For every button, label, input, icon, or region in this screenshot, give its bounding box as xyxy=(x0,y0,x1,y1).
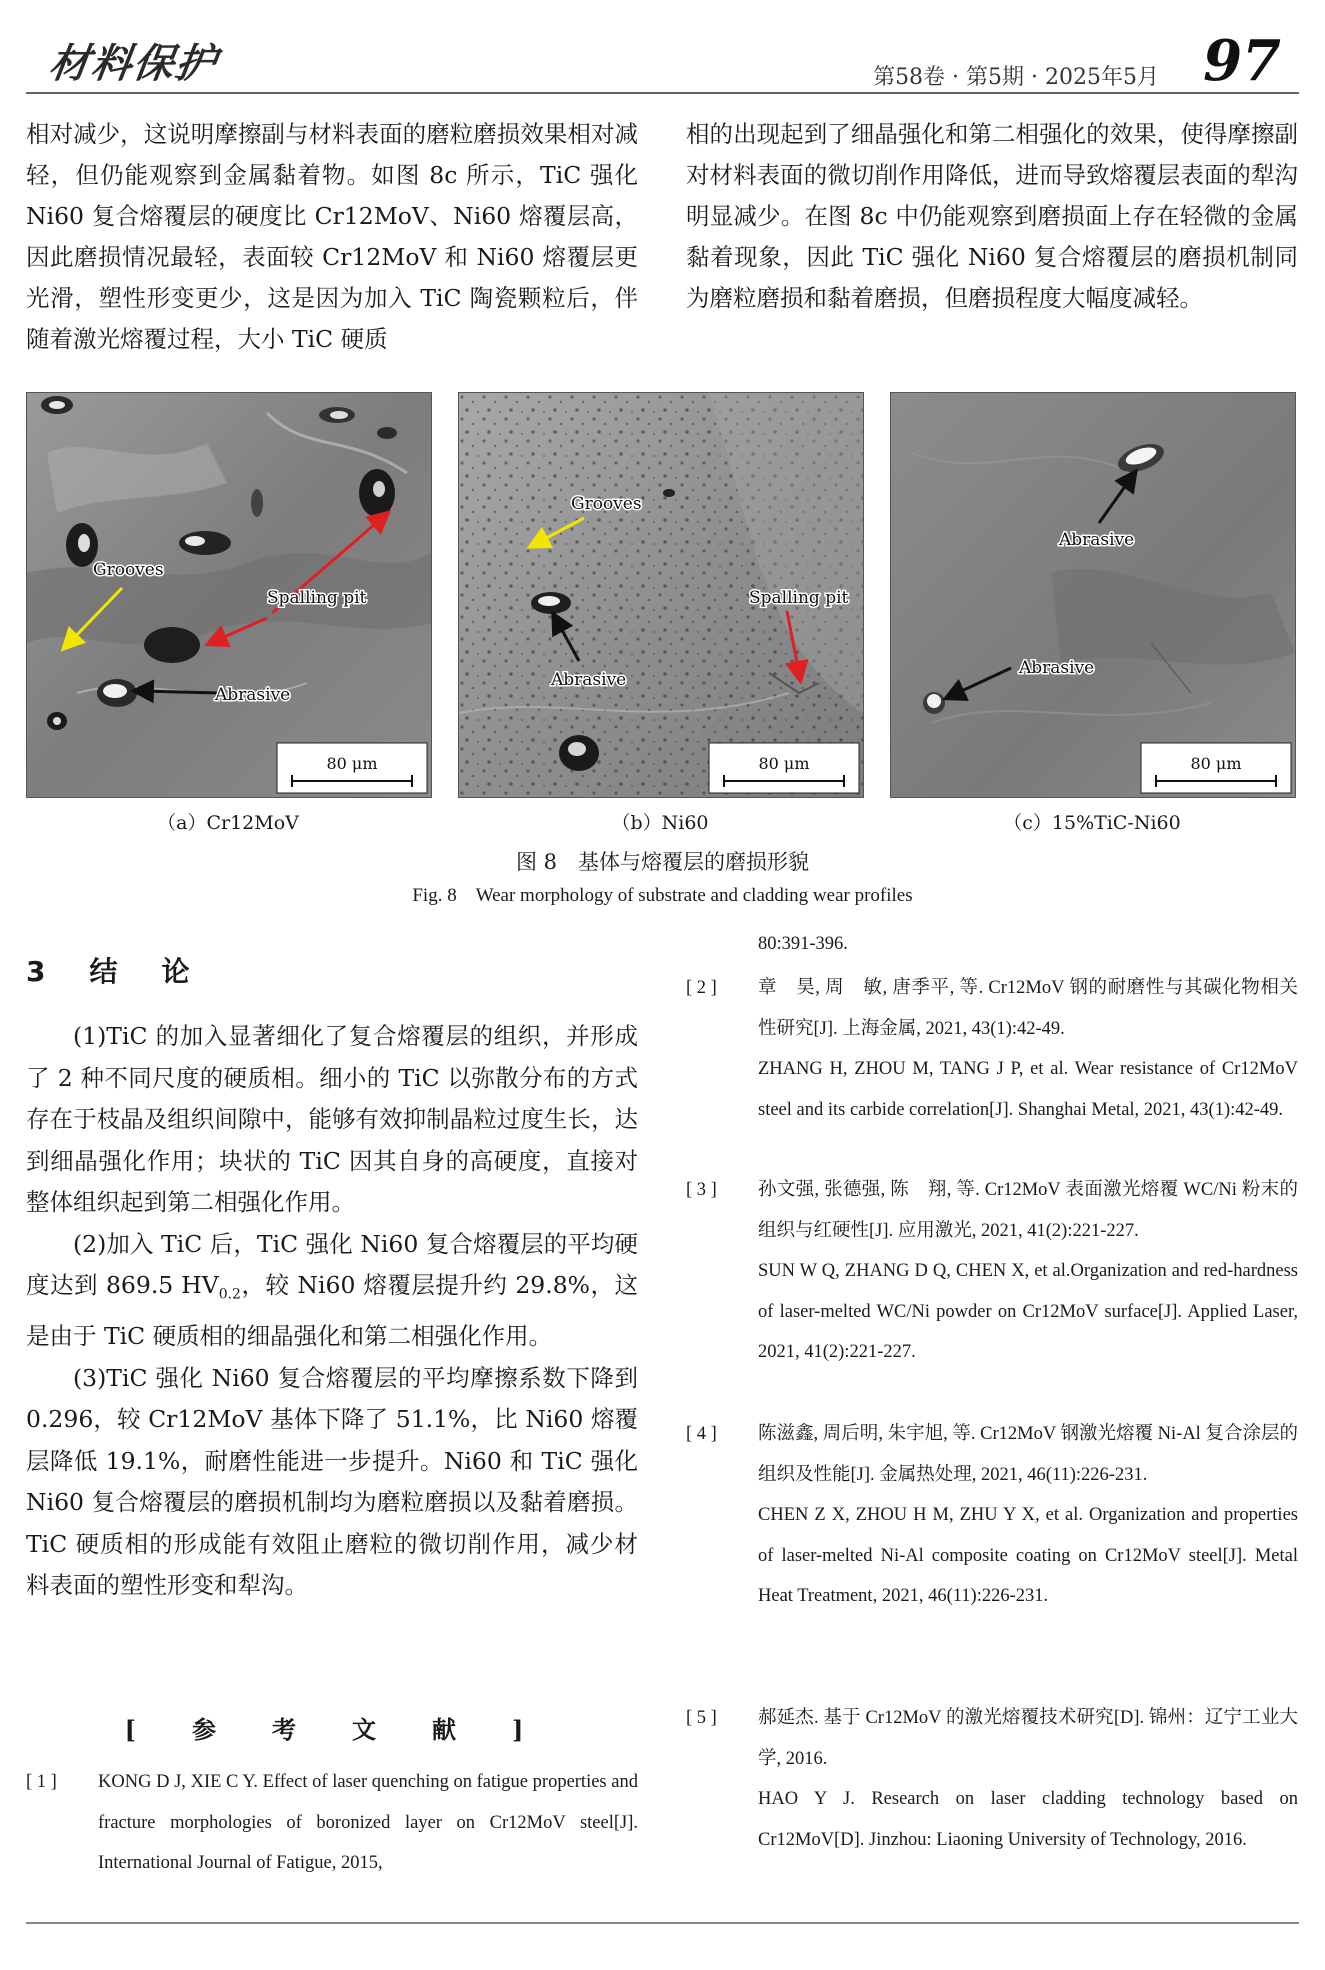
label-spalling-pit: Spalling pit xyxy=(267,588,367,608)
figure-panel-b xyxy=(458,392,864,798)
sem-image-b xyxy=(459,393,863,797)
label-abrasive: Abrasive xyxy=(215,685,291,705)
label-abrasive: Abrasive xyxy=(1019,658,1095,678)
footer-rule xyxy=(26,1922,1299,1924)
reference-item xyxy=(686,1414,1298,1617)
figure-caption-cn: 图 8 基体与熔覆层的磨损形貌 xyxy=(515,850,810,874)
conclusion-paragraph: (3)TiC 强化 Ni60 复合熔覆层的平均摩擦系数下降到 0.296，较 Cr12MoV 基体下降了 51.1%，比 Ni60 熔覆层降低 19.1%，耐磨性能进一步提升。Ni60 和 TiC 强化 Ni60 复合熔覆层的磨损机制均为磨粒磨损以及黏着磨损。TiC 硬质相的形成能有效阻止磨粒的微切削作用，减少材料表面的塑性形变和犁沟。 xyxy=(26,1363,638,1600)
paragraph: 相的出现起到了细晶强化和第二相强化的效果，使得摩擦副对材料表面的微切削作用降低，进而导致熔覆层表面的犁沟明显减少。在图 8c 中仍能观察到磨损面上存在轻微的金属黏着现象，因此 TiC 强化 Ni60 复合熔覆层的磨损机制同为磨粒磨损和黏着磨损，但磨损程度大幅度减轻。 xyxy=(686,120,1298,312)
reference-item xyxy=(26,1762,638,1884)
label-abrasive: Abrasive xyxy=(1059,530,1135,550)
reference-text-en: HAO Y J. Research on laser cladding technology based on Cr12MoV[D]. Jinzhou: Liaoning University of Technology, 2016. xyxy=(758,1789,1298,1850)
body-text-left-top xyxy=(26,114,638,360)
references-heading: [ 参 考 文 献 ] xyxy=(124,1715,540,1744)
reference-item xyxy=(686,968,1298,1130)
reference-text: 陈滋鑫, 周后明, 朱宇旭, 等. Cr12MoV 钢激光熔覆 Ni-Al 复合涂层的组织及性能[J]. 金属热处理, 2021, 46(11):226-231. xyxy=(758,1424,1298,1485)
sem-image-c xyxy=(891,393,1295,797)
conclusion-paragraph xyxy=(26,1224,638,1358)
reference-number: [ 1 ] xyxy=(26,1772,57,1792)
reference-item xyxy=(686,1170,1298,1373)
label-abrasive: Abrasive xyxy=(551,670,627,690)
subfigure-caption-b: （b）Ni60 xyxy=(611,812,709,834)
label-spalling-pit: Spalling pit xyxy=(749,588,849,608)
conclusions-body xyxy=(26,1016,638,1607)
conclusion-text: (2)加入 TiC 后，TiC 强化 Ni60 复合熔覆层的平均硬度达到 869.5 HV xyxy=(26,1229,638,1299)
reference-number: [ 4 ] xyxy=(686,1424,717,1444)
subfigure-caption-c: （c）15%TiC-Ni60 xyxy=(1003,812,1181,834)
reference-text: KONG D J, XIE C Y. Effect of laser quenching on fatigue properties and fracture morphologies of boronized layer on Cr12MoV steel[J]. International Journal of Fatigue, 2015, xyxy=(98,1772,638,1873)
reference-text: 郝延杰. 基于 Cr12MoV 的激光熔覆技术研究[D]. 锦州：辽宁工业大学, 2016. xyxy=(758,1708,1298,1769)
conclusion-text: ，较 Ni60 熔覆层提升约 29.8%，这是由于 TiC 硬质相的细晶强化和第二相强化作用。 xyxy=(26,1271,638,1351)
scale-bar-label: 80 μm xyxy=(1190,754,1242,773)
label-grooves: Grooves xyxy=(571,494,642,514)
scale-bar-label: 80 μm xyxy=(326,754,378,773)
reference-text-en: ZHANG H, ZHOU M, TANG J P, et al. Wear resistance of Cr12MoV steel and its carbide correlation[J]. Shanghai Metal, 2021, 43(1):42-49. xyxy=(758,1059,1298,1120)
label-grooves: Grooves xyxy=(93,560,164,580)
section-heading-conclusions: 3 结 论 xyxy=(26,955,198,988)
scale-bar-label: 80 μm xyxy=(758,754,810,773)
journal-logo: 材料保护 xyxy=(46,40,221,87)
page-header xyxy=(26,20,1299,94)
issue-info: 第58卷 · 第5期 · 2025年5月 xyxy=(873,65,1159,90)
reference-item xyxy=(686,1698,1298,1860)
figure-caption-en: Fig. 8 Wear morphology of substrate and cladding wear profiles xyxy=(412,885,913,906)
reference-number: [ 5 ] xyxy=(686,1708,717,1728)
reference-number: [ 2 ] xyxy=(686,978,717,998)
hardness-subscript: 0.2 xyxy=(218,1286,241,1303)
reference-continuation: 80:391-396. xyxy=(758,934,848,954)
header-rule xyxy=(26,92,1299,94)
reference-text-en: SUN W Q, ZHANG D Q, CHEN X, et al.Organization and red-hardness of laser-melted WC/Ni powder on Cr12MoV surface[J]. Applied Laser, 2021, 41(2):221-227. xyxy=(758,1261,1298,1362)
paragraph: 相对减少，这说明摩擦副与材料表面的磨粒磨损效果相对减轻，但仍能观察到金属黏着物。如图 8c 所示，TiC 强化 Ni60 复合熔覆层的硬度比 Cr12MoV、Ni60 熔覆层高，因此磨损情况最轻，表面较 Cr12MoV 和 Ni60 熔覆层更光滑，塑性形变更少，这是因为加入 TiC 陶瓷颗粒后，伴随着激光熔覆过程，大小 TiC 硬质 xyxy=(26,120,638,353)
figure-panel-a xyxy=(26,392,432,798)
subfigure-caption-a: （a）Cr12MoV xyxy=(157,812,299,834)
figure-panel-c xyxy=(890,392,1296,798)
sem-image-a xyxy=(27,393,431,797)
conclusion-paragraph: (1)TiC 的加入显著细化了复合熔覆层的组织，并形成了 2 种不同尺度的硬质相。细小的 TiC 以弥散分布的方式存在于枝晶及组织间隙中，能够有效抑制晶粒过度生长，达到细晶强化作用；块状的 TiC 因其自身的高硬度，直接对整体组织起到第二相强化作用。 xyxy=(26,1022,638,1216)
page-number: 97 xyxy=(1203,28,1281,94)
reference-text-en: CHEN Z X, ZHOU H M, ZHU Y X, et al. Organization and properties of laser-melted Ni-Al composite coating on Cr12MoV steel[J]. Metal Heat Treatment, 2021, 46(11):226-231. xyxy=(758,1505,1298,1606)
reference-text: 章 昊, 周 敏, 唐季平, 等. Cr12MoV 钢的耐磨性与其碳化物相关性研究[J]. 上海金属, 2021, 43(1):42-49. xyxy=(758,978,1298,1039)
reference-text: 孙文强, 张德强, 陈 翔, 等. Cr12MoV 表面激光熔覆 WC/Ni 粉末的组织与红硬性[J]. 应用激光, 2021, 41(2):221-227. xyxy=(758,1180,1298,1241)
body-text-right-top xyxy=(686,114,1298,319)
reference-number: [ 3 ] xyxy=(686,1180,717,1200)
